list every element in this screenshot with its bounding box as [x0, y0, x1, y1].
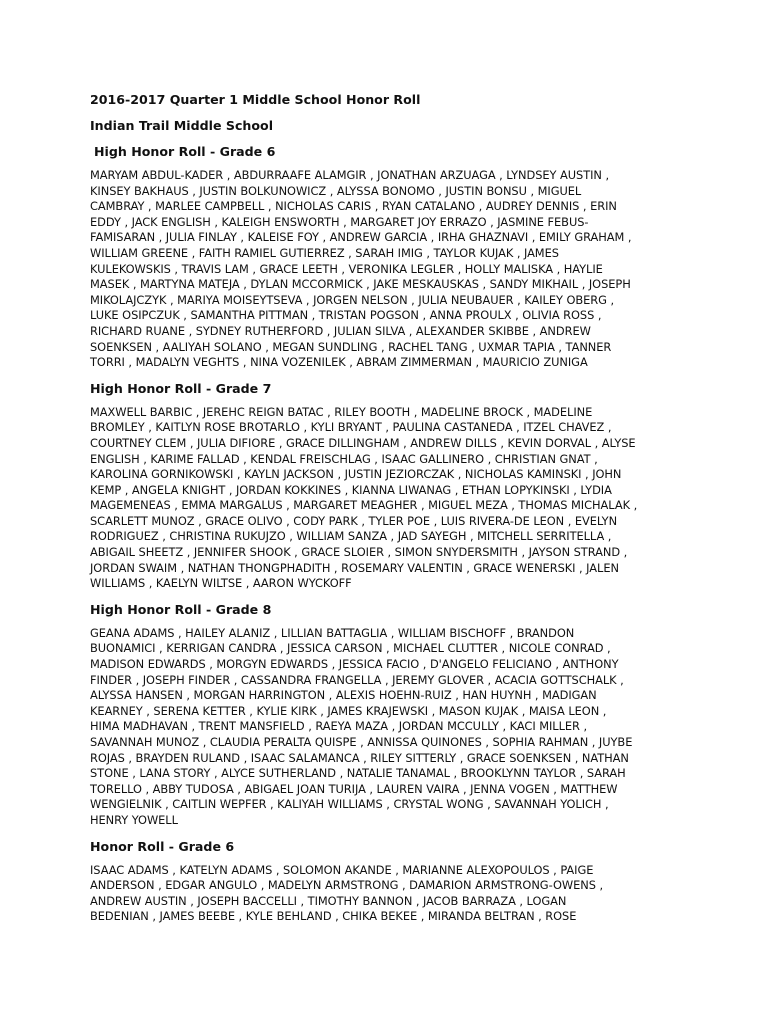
section-heading: High Honor Roll - Grade 6 — [94, 144, 276, 159]
honor-roll-document — [90, 92, 660, 935]
school-name: Indian Trail Middle School — [90, 118, 274, 133]
section-heading: High Honor Roll - Grade 8 — [90, 601, 272, 617]
section-high-honor-grade-7 — [90, 381, 660, 592]
section-high-honor-grade-8 — [90, 602, 660, 829]
student-name-list: MAXWELL BARBIC , JEREHC REIGN BATAC , RILEY BOOTH , MADELINE BROCK , MADELINE BROMLEY , KAITLYN ROSE BROTARLO , KYLI BRYANT , PAULINA CASTANEDA , ITZEL CHAVEZ , COURTNEY CLEM , JULIA DIFIORE , GRACE DILLINGHAM , ANDREW DILLS , KEVIN DORVAL , ALYSE ENGLISH , KARIME FALLAD , KENDAL FREISCHLAG , ISAAC GALLINERO , CHRISTIAN GNAT , KAROLINA GORNIKOWSKI , KAYLN JACKSON , JUSTIN JEZIORCZAK , NICHOLAS KAMINSKI , JOHN KEMP , ANGELA KNIGHT , JORDAN KOKKINES , KIANNA LIWANAG , ETHAN LOPYKINSKI , LYDIA MAGEMENEAS , EMMA MARGALUS , MARGARET MEAGHER , MIGUEL MEZA , THOMAS MICHALAK , SCARLETT MUNOZ , GRACE OLIVO , CODY PARK , TYLER POE , LUIS RIVERA-DE LEON , EVELYN RODRIGUEZ , CHRISTINA RUKUJZO , WILLIAM SANZA , JAD SAYEGH , MITCHELL SERRITELLA , ABIGAIL SHEETZ , JENNIFER SHOOK , GRACE SLOIER , SIMON SNYDERSMITH , JAYSON STRAND , JORDAN SWAIM , NATHAN THONGPHADITH , ROSEMARY VALENTIN , GRACE WENERSKI , JALEN WILLIAMS , KAELYN WILTSE , AARON WYCKOFF — [90, 404, 638, 591]
section-heading: Honor Roll - Grade 6 — [90, 838, 235, 854]
section-honor-grade-6 — [90, 839, 660, 925]
document-title: 2016-2017 Quarter 1 Middle School Honor Roll — [90, 92, 421, 107]
section-high-honor-grade-6 — [90, 144, 660, 371]
student-name-list: MARYAM ABDUL-KADER , ABDURRAAFE ALAMGIR , JONATHAN ARZUAGA , LYNDSEY AUSTIN , KINSEY BAKHAUS , JUSTIN BOLKUNOWICZ , ALYSSA BONOMO , JUSTIN BONSU , MIGUEL CAMBRAY , MARLEE CAMPBELL , NICHOLAS CARIS , RYAN CATALANO , AUDREY DENNIS , ERIN EDDY , JACK ENGLISH , KALEIGH ENSWORTH , MARGARET JOY ERRAZO , JASMINE FEBUS- FAMISARAN , JULIA FINLAY , KALEISE FOY , ANDREW GARCIA , IRHA GHAZNAVI , EMILY GRAHAM , WILLIAM GREENE , FAITH RAMIEL GUTIERREZ , SARAH IMIG , TAYLOR KUJAK , JAMES KULEKOWSKIS , TRAVIS LAM , GRACE LEETH , VERONIKA LEGLER , HOLLY MALISKA , HAYLIE MASEK , MARTYNA MATEJA , DYLAN MCCORMICK , JAKE MESKAUSKAS , SANDY MIKHAIL , JOSEPH MIKOLAJCZYK , MARIYA MOISEYTSEVA , JORGEN NELSON , JULIA NEUBAUER , KAILEY OBERG , LUKE OSIPCZUK , SAMANTHA PITTMAN , TRISTAN POGSON , ANNA PROULX , OLIVIA ROSS , RICHARD RUANE , SYDNEY RUTHERFORD , JULIAN SILVA , ALEXANDER SKIBBE , ANDREW SOENKSEN , AALIYAH SOLANO , MEGAN SUNDLING , RACHEL TANG , UXMAR TAPIA , TANNER TORRI , MADALYN VEGHTS , NINA VOZENILEK , ABRAM ZIMMERMAN , MAURICIO ZUNIGA — [90, 168, 632, 370]
student-name-list: GEANA ADAMS , HAILEY ALANIZ , LILLIAN BATTAGLIA , WILLIAM BISCHOFF , BRANDON BUONAMICI , KERRIGAN CANDRA , JESSICA CARSON , MICHAEL CLUTTER , NICOLE CONRAD , MADISON EDWARDS , MORGYN EDWARDS , JESSICA FACIO , D'ANGELO FELICIANO , ANTHONY FINDER , JOSEPH FINDER , CASSANDRA FRANGELLA , JEREMY GLOVER , ACACIA GOTTSCHALK , ALYSSA HANSEN , MORGAN HARRINGTON , ALEXIS HOEHN-RUIZ , HAN HUYNH , MADIGAN KEARNEY , SERENA KETTER , KYLIE KIRK , JAMES KRAJEWSKI , MASON KUJAK , MAISA LEON , HIMA MADHAVAN , TRENT MANSFIELD , RAEYA MAZA , JORDAN MCCULLY , KACI MILLER , SAVANNAH MUNOZ , CLAUDIA PERALTA QUISPE , ANNISSA QUINONES , SOPHIA RAHMAN , JUYBE ROJAS , BRAYDEN RULAND , ISAAC SALAMANCA , RILEY SITTERLY , GRACE SOENKSEN , NATHAN STONE , LANA STORY , ALYCE SUTHERLAND , NATALIE TANAMAL , BROOKLYNN TAYLOR , SARAH TORELLO , ABBY TUDOSA , ABIGAEL JOAN TURIJA , LAUREN VAIRA , JENNA VOGEN , MATTHEW WENGIELNIK , CAITLIN WEPFER , KALIYAH WILLIAMS , CRYSTAL WONG , SAVANNAH YOLICH , HENRY YOWELL — [90, 625, 633, 827]
student-name-list: ISAAC ADAMS , KATELYN ADAMS , SOLOMON AKANDE , MARIANNE ALEXOPOULOS , PAIGE ANDERSON , EDGAR ANGULO , MADELYN ARMSTRONG , DAMARION ARMSTRONG-OWENS , ANDREW AUSTIN , JOSEPH BACCELLI , TIMOTHY BANNON , JACOB BARRAZA , LOGAN BEDENIAN , JAMES BEEBE , KYLE BEHLAND , CHIKA BEKEE , MIRANDA BELTRAN , ROSE — [90, 862, 604, 924]
section-heading: High Honor Roll - Grade 7 — [90, 380, 272, 396]
